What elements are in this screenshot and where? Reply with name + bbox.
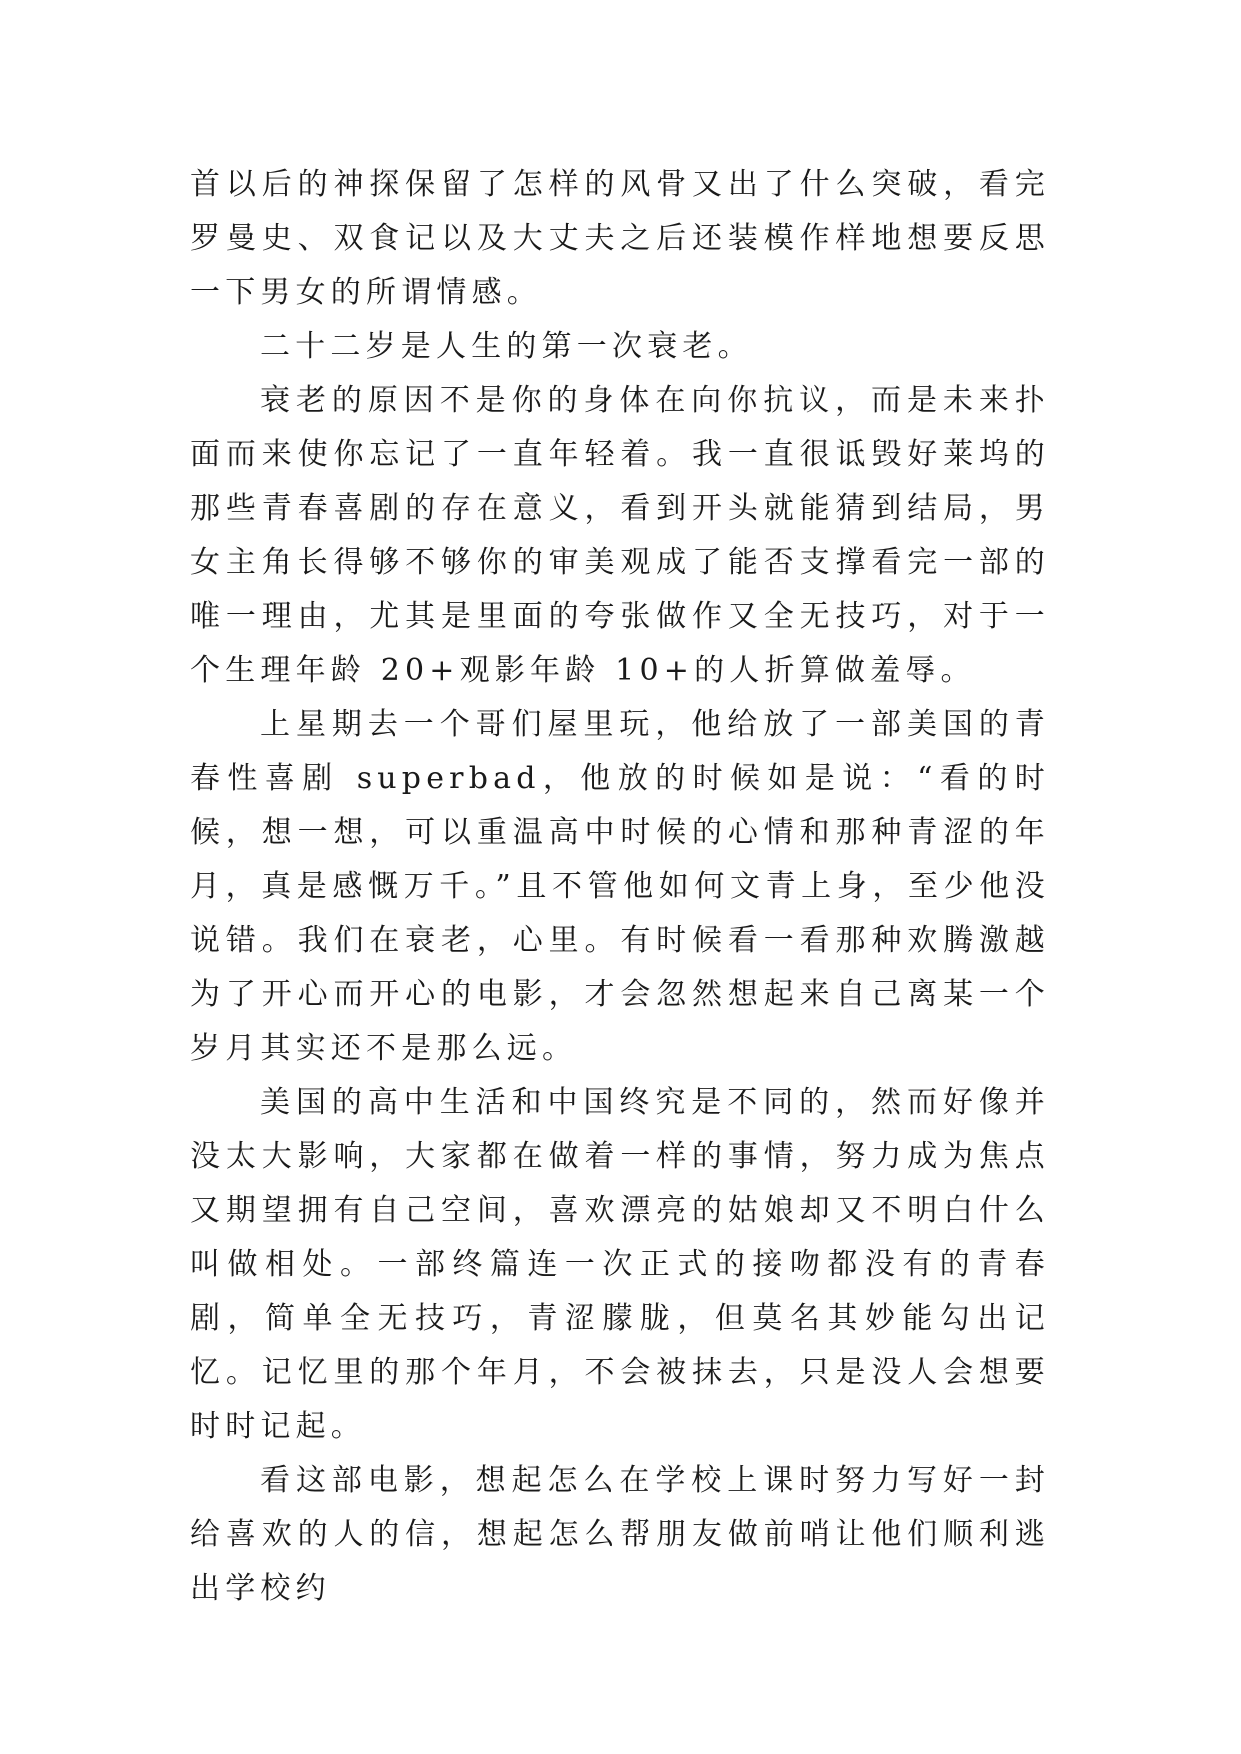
paragraph: 衰老的原因不是你的身体在向你抗议，而是未来扑面而来使你忘记了一直年轻着。我一直很诋毁好莱坞的那些青春喜剧的存在意义，看到开头就能猜到结局，男女主角长得够不够你的审美观成了能否支撑看完一部的唯一理由，尤其是里面的夸张做作又全无技巧，对于一个生理年龄 20+观影年龄 10+的人折算做羞辱。	[190, 383, 1050, 688]
paragraph: 二十二岁是人生的第一次衰老。	[260, 329, 753, 364]
paragraph-continuation: 首以后的神探保留了怎样的风骨又出了什么突破，看完罗曼史、双食记以及大丈夫之后还装模作样地想要反思一下男女的所谓情感。	[190, 167, 1050, 310]
article-body	[190, 158, 1050, 1616]
paragraph: 看这部电影，想起怎么在学校上课时努力写好一封给喜欢的人的信，想起怎么帮朋友做前哨让他们顺利逃出学校约	[190, 1463, 1050, 1606]
paragraph: 美国的高中生活和中国终究是不同的，然而好像并没太大影响，大家都在做着一样的事情，努力成为焦点又期望拥有自己空间，喜欢漂亮的姑娘却又不明白什么叫做相处。一部终篇连一次正式的接吻都没有的青春剧，简单全无技巧，青涩朦胧，但莫名其妙能勾出记忆。记忆里的那个年月，不会被抹去，只是没人会想要时时记起。	[190, 1085, 1050, 1444]
paragraph: 上星期去一个哥们屋里玩，他给放了一部美国的青春性喜剧 superbad，他放的时候如是说：“看的时候，想一想，可以重温高中时候的心情和那种青涩的年月，真是感慨万千。”且不管他如何文青上身，至少他没说错。我们在衰老，心里。有时候看一看那种欢腾激越为了开心而开心的电影，才会忽然想起来自己离某一个岁月其实还不是那么远。	[190, 707, 1050, 1066]
